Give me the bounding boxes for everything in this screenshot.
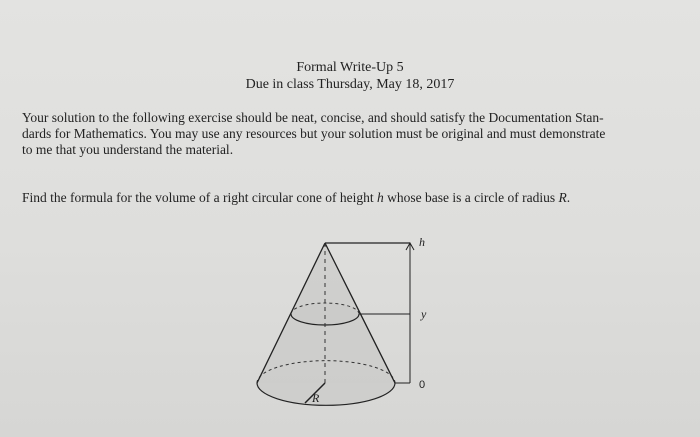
instructions-line-2: dards for Mathematics. You may use any resources but your solution must be original and must demonstrate: [22, 126, 606, 141]
instructions-line-1: Your solution to the following exercise should be neat, concise, and should satisfy the Documentation Stan-: [22, 110, 604, 125]
label-R: R: [312, 391, 320, 405]
exercise-var-h: h: [377, 190, 384, 205]
label-h: h: [419, 235, 425, 249]
exercise-var-R: R: [558, 190, 567, 205]
instructions-line-3: to me that you understand the material.: [22, 142, 234, 157]
due-date: Due in class Thursday, May 18, 2017: [245, 77, 455, 92]
exercise-text-3: .: [566, 190, 571, 205]
assignment-title: Formal Write-Up 5: [296, 60, 404, 75]
cone-base-front: [257, 383, 395, 405]
label-y: y: [421, 307, 427, 321]
label-zero: 0: [419, 379, 426, 391]
exercise-text-1: Find the formula for the volume of a right circular cone of height: [22, 190, 378, 205]
exercise-text-2: whose base is a circle of radius: [383, 190, 559, 205]
